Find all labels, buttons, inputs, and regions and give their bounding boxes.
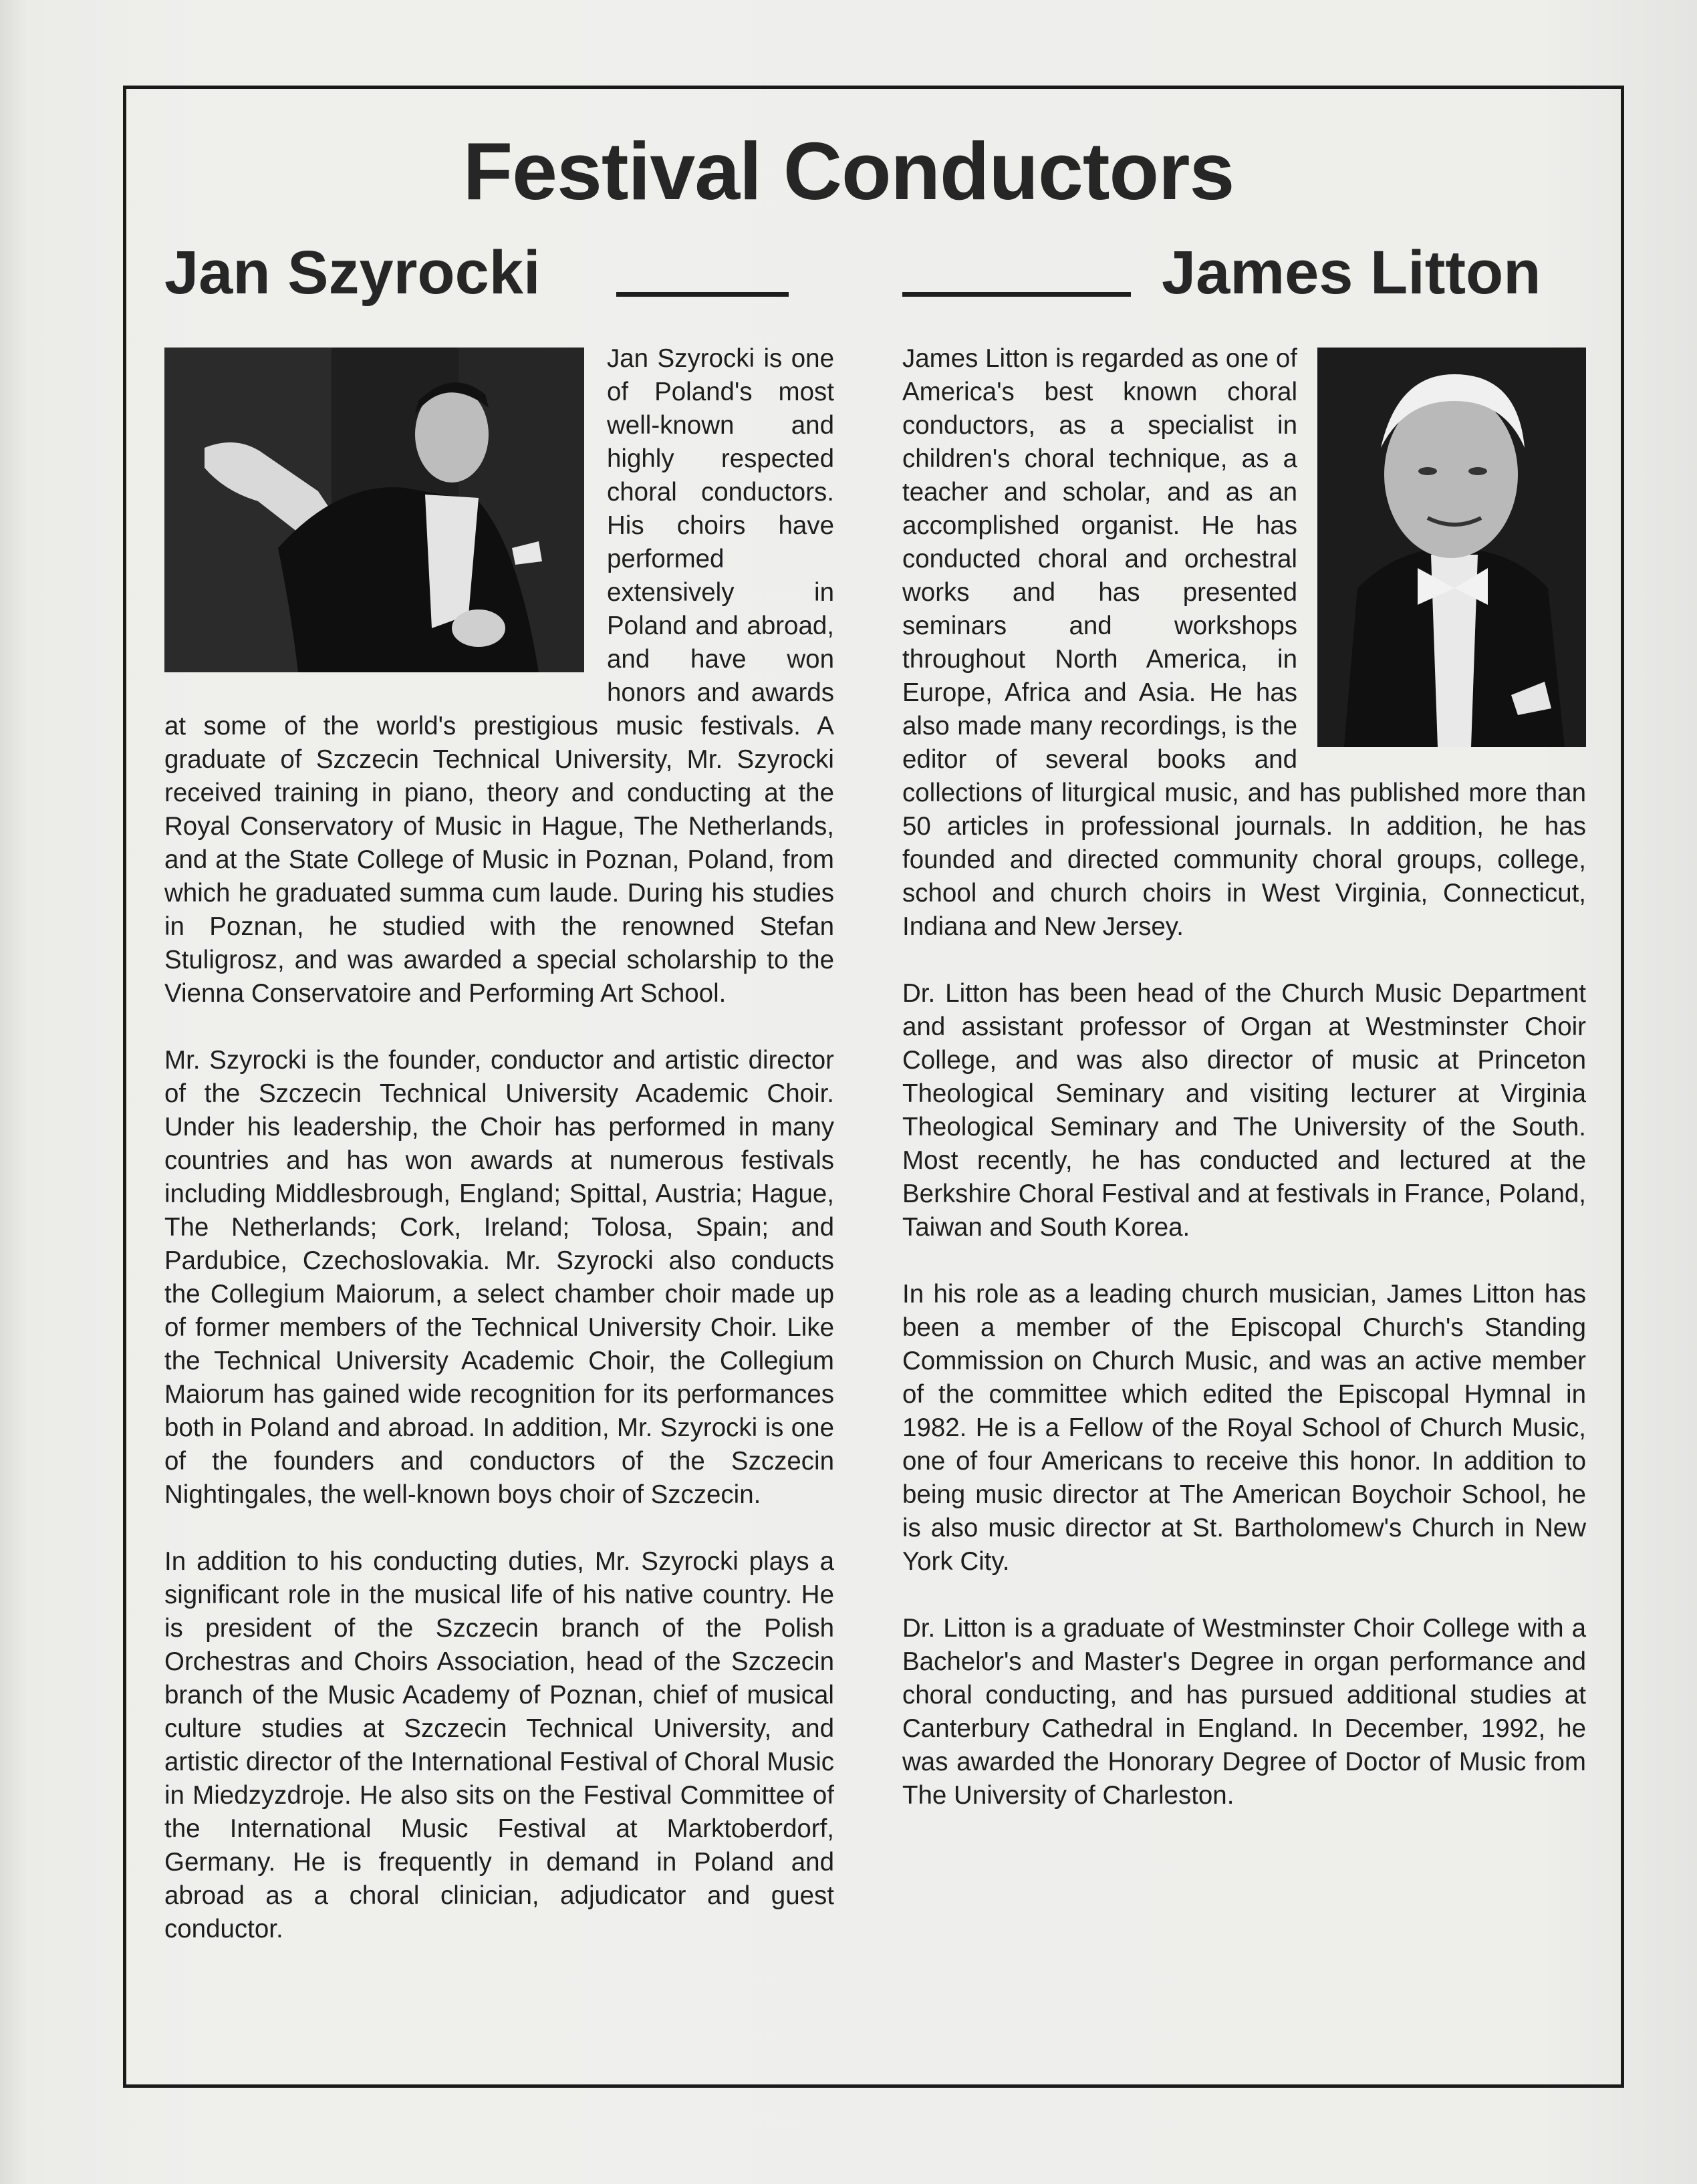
litton-photo — [1317, 348, 1586, 747]
litton-bio-paragraph-3: In his role as a leading church musician, James Litton has been a member of the Episcopal Church's Standing Commission on Church Music, and was an active member of the committee which edited the Episcopal Hymnal in 1982. He is a Fellow of the Royal School of Church Music, one of four Americans to receive this honor. In addition to being music director at The American Boychoir School, he is also music director at St. Bartholomew's Church in New York City. — [902, 1280, 1586, 1576]
szyrocki-photo — [164, 348, 584, 672]
szyrocki-bio-paragraph-2: Mr. Szyrocki is the founder, conductor and artistic director of the Szczecin Technical University Academic Choir. Under his leadership, the Choir has performed in many countries and has won awards at numerous festivals including Middlesbrough, England; Spittal, Austria; Hague, The Netherlands; Cork, Ireland; Tolosa, Spain; and Pardubice, Czechoslovakia. Mr. Szyrocki also conducts the Collegium Maiorum, a select chamber choir made up of former members of the Technical University Choir. Like the Technical University Academic Choir, the Collegium Maiorum has gained wide recognition for its performances both in Poland and abroad. In addition, Mr. Szyrocki is one of the founders and conductors of the Szczecin Nightingales, the well-known boys choir of Szczecin. — [164, 1046, 834, 1509]
litton-bio-paragraph-4: Dr. Litton is a graduate of Westminster Choir College with a Bachelor's and Master's Degree in organ performance and choral conducting, and has pursued additional studies at Canterbury Cathedral in England. In December, 1992, he was awarded the Honorary Degree of Doctor of Music from The University of Charleston. — [902, 1614, 1586, 1810]
conductor-portrait-icon — [164, 348, 584, 672]
szyrocki-bio-paragraph-1: Jan Szyrocki is one of Poland's most well-known and highly respected choral conductors. His choirs have performed extensively in Poland and abroad, and have won honors and awards at some of the world's prestigious music festivals. A graduate of Szczecin Technical University, Mr. Szyrocki received training in piano, theory and conducting at the Royal Conservatory of Music in Hague, The Netherlands, and at the State College of Music in Poznan, Poland, from which he graduated summa cum laude. During his studies in Poznan, he studied with the renowned Stefan Stuligrosz, and was awarded a special scholarship to the Vienna Conservatoire and Performing Art School. — [164, 344, 834, 1008]
conductor-name-szyrocki: Jan Szyrocki — [164, 239, 541, 307]
litton-bio-paragraph-1: James Litton is regarded as one of America's best known choral conductors, as a specialist in children's choral technique, as a teacher and scholar, and as an accomplished organist. He has conducted choral and orchestral works and has presented seminars and workshops throughout North America, in Europe, Africa and Asia. He has also made many recordings, is the editor of several books and collections of liturgical music, and has published more than 50 articles in professional journals. In addition, he has founded and directed community choral groups, college, school and church choirs in West Virginia, Connecticut, Indiana and New Jersey. — [902, 344, 1586, 941]
page-title: Festival Conductors — [463, 126, 1234, 217]
litton-bio-column — [902, 342, 1586, 1846]
conductor-name-litton: James Litton — [1162, 239, 1541, 307]
szyrocki-bio-column — [164, 342, 834, 1980]
portrait-photo-icon — [1317, 348, 1586, 747]
heading-rule-right — [902, 292, 1131, 297]
szyrocki-bio-paragraph-3: In addition to his conducting duties, Mr. Szyrocki plays a significant role in the musical life of his native country. He is president of the Szczecin branch of the Polish Orchestras and Choirs Association, head of the Szczecin branch of the Music Academy of Poznan, chief of musical culture studies at Szczecin Technical University, and artistic director of the International Festival of Choral Music in Miedzyzdroje. He also sits on the Festival Committee of the International Music Festival at Marktoberdorf, Germany. He is frequently in demand in Poland and abroad as a choral clinician, adjudicator and guest conductor. — [164, 1547, 834, 1943]
litton-bio-paragraph-2: Dr. Litton has been head of the Church Music Department and assistant professor of Organ at Westminster Choir College, and was also director of music at Princeton Theological Seminary and visiting lecturer at Virginia Theological Seminary and The University of the South. Most recently, he has conducted and lectured at the Berkshire Choral Festival and at festivals in France, Poland, Taiwan and South Korea. — [902, 979, 1586, 1242]
heading-rule-left — [616, 292, 789, 297]
